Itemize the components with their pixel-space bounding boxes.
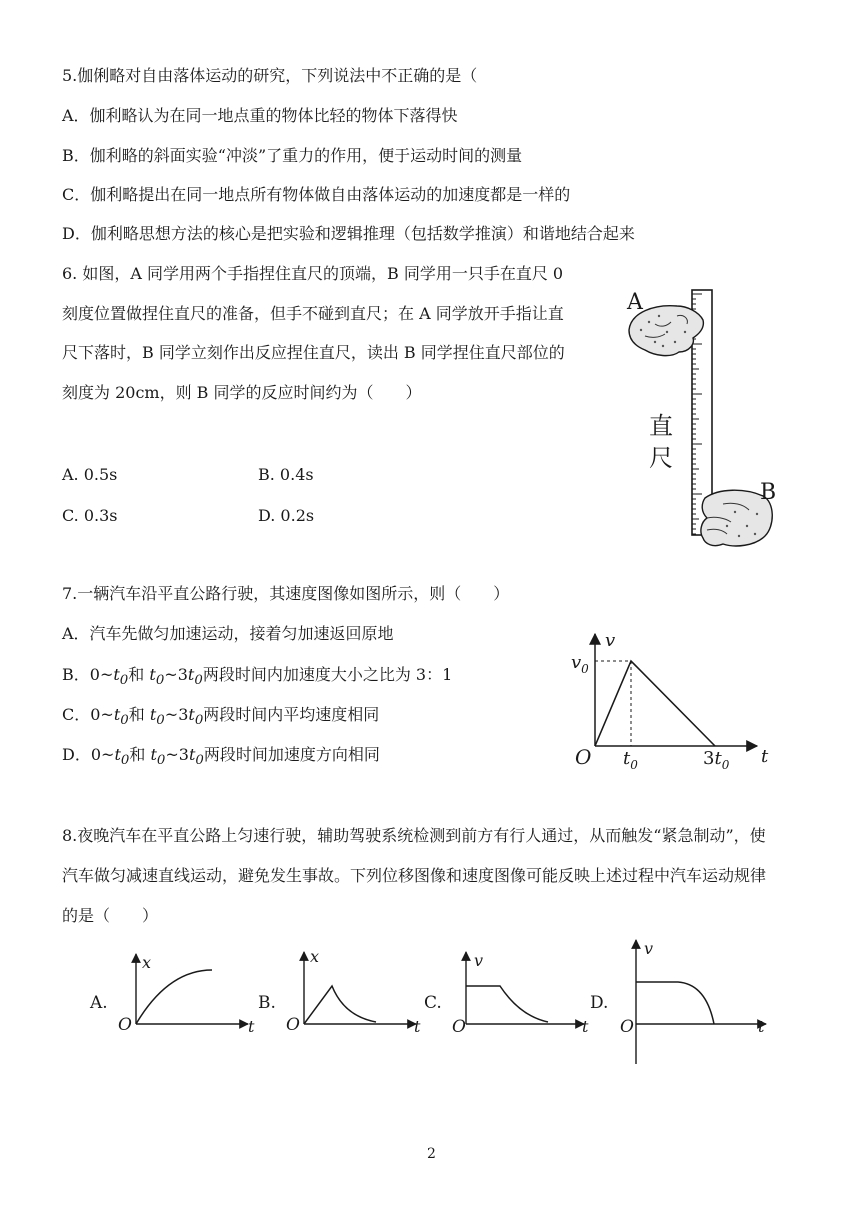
q8d-y: v [644,939,654,958]
q6-option-a: A. 0.5s [62,465,118,484]
svg-text:3t0 [703,748,730,772]
q7-option-b [62,665,452,691]
svg-text:t0 [623,748,638,772]
label-b: B [760,480,777,505]
q8d-t: t [758,1017,765,1036]
q8a-o: O [118,1015,132,1035]
q6-line-3: 尺下落时，B 同学立刻作出反应捏住直尺，读出 B 同学捏住直尺部位的 [62,343,565,362]
q5-option-b: B．伽利略的斜面实验“冲淡”了重力的作用，便于运动时间的测量 [62,146,523,165]
curve-a [136,970,212,1024]
q7d-s0b: 0 [156,753,166,769]
q7-vt-graph [565,628,785,776]
q6-option-c: C. 0.3s [62,506,118,525]
q7-stem: 7.一辆汽车沿平直公路行驶，其速度图像如图所示，则（ ） [62,584,510,603]
q5-option-a: A．伽利略认为在同一地点重的物体比轻的物体下落得快 [62,106,458,125]
q8c-o: O [452,1017,466,1037]
curve-b [304,986,376,1024]
q7d-t0b: t [150,745,157,764]
q8b-t: t [414,1017,421,1036]
q5-option-d: D．伽利略思想方法的核心是把实验和逻辑推理（包括数学推演）和谐地结合起来 [62,224,635,243]
three-label: 3 [703,748,715,769]
q7b-dash: ~3 [164,665,188,684]
q8a-letter: A. [90,993,108,1013]
t-axis-label: t [761,746,769,767]
v0-sub: 0 [581,662,589,676]
q8c-t: t [582,1017,589,1036]
q8c-y: v [474,951,484,970]
q7b-s0b: 0 [155,673,165,689]
curve-d [636,982,714,1024]
q8a-y: x [142,953,152,972]
q7d-t0a: t [114,745,121,764]
q7c-mid: 和 [128,705,150,724]
q5-option-c: C．伽利略提出在同一地点所有物体做自由落体运动的加速度都是一样的 [62,185,571,204]
q6-line-2: 刻度位置做捏住直尺的准备，但手不碰到直尺；在 A 同学放开手指让直 [62,304,564,323]
v0-label: v [571,652,582,673]
q7b-t0c: t [187,665,195,684]
q8-graph-a [88,946,258,1042]
q7c-t0c: t [188,705,195,724]
velocity-line [595,661,715,746]
t0-label: t [623,748,631,769]
q7c-t0a: t [113,705,121,724]
q7b-letter: B． [62,665,90,684]
label-a: A [627,290,643,315]
q7d-dash: ~3 [165,745,189,764]
v-axis-label: v [605,630,616,651]
t0-sub: 0 [630,758,638,772]
q6-option-d: D. 0.2s [258,506,315,525]
q7c-dash: ~3 [164,705,189,724]
q8c-letter: C. [424,993,442,1013]
ruler-char-2: 尺 [649,444,673,472]
q7b-s0c: 0 [194,673,203,689]
q6-line-1: 6. 如图，A 同学用两个手指捏住直尺的顶端，B 同学用一只手在直尺 0 [62,264,564,283]
q7b-t0a: t [113,665,120,684]
q7d-s0c: 0 [195,753,204,769]
q8-graph-c [424,946,594,1042]
q8b-o: O [286,1015,300,1035]
q7d-t0c: t [188,745,196,764]
t3-label: t [714,748,722,769]
q7b-t0b: t [149,665,156,684]
q7b-mid: 和 [128,665,150,684]
q7d-letter: D． [62,745,91,764]
q7-option-c [62,705,379,731]
svg-text:v0 [571,652,589,676]
q7-option-a: A．汽车先做匀加速运动，接着匀加速返回原地 [62,624,394,643]
page-number: 2 [427,1146,436,1162]
q7b-rest: 两段时间内加速度大小之比为 3：1 [202,665,453,684]
t3-sub: 0 [721,758,730,772]
q7c-letter: C． [62,705,91,724]
q7c-t1: 0~ [90,705,114,724]
q7d-t1: 0~ [90,745,115,764]
q7d-s0a: 0 [120,753,130,769]
q7d-rest: 两段时间加速度方向相同 [203,745,380,764]
q7c-rest: 两段时间内平均速度相同 [203,705,380,724]
q6-option-b: B. 0.4s [258,465,314,484]
ruler-char-1: 直 [649,412,673,440]
q7b-s0a: 0 [119,673,129,689]
q7c-t0b: t [149,705,157,724]
curve-c [466,986,548,1022]
q8-graph-b [256,946,426,1042]
q8b-letter: B. [258,993,276,1013]
q8a-t: t [248,1017,255,1036]
q8d-o: O [620,1017,634,1037]
q6-line-4: 刻度为 20cm，则 B 同学的反应时间约为（ ） [62,383,422,402]
q7d-mid: 和 [129,745,151,764]
q8-graph-d [588,936,778,1066]
q7c-s0a: 0 [120,713,129,729]
q8d-letter: D. [590,993,609,1013]
q8-line-1: 8.夜晚汽车在平直公路上匀速行驶，辅助驾驶系统检测到前方有行人通过，从而触发“紧急制动”，使 [62,826,766,845]
q7c-s0c: 0 [194,713,204,729]
q8-line-2: 汽车做匀减速直线运动，避免发生事故。下列位移图像和速度图像可能反映上述过程中汽车运动规律 [62,866,767,885]
q8b-y: x [310,947,320,966]
origin-label: O [575,745,592,769]
q8-line-3: 的是（ ） [62,906,159,925]
q7-option-d [62,745,380,771]
q5-stem: 5.伽俐略对自由落体运动的研究，下列说法中不正确的是（ [62,66,478,85]
q7b-t1: 0~ [89,665,114,684]
q7c-s0b: 0 [156,713,165,729]
ruler-figure [615,282,785,552]
